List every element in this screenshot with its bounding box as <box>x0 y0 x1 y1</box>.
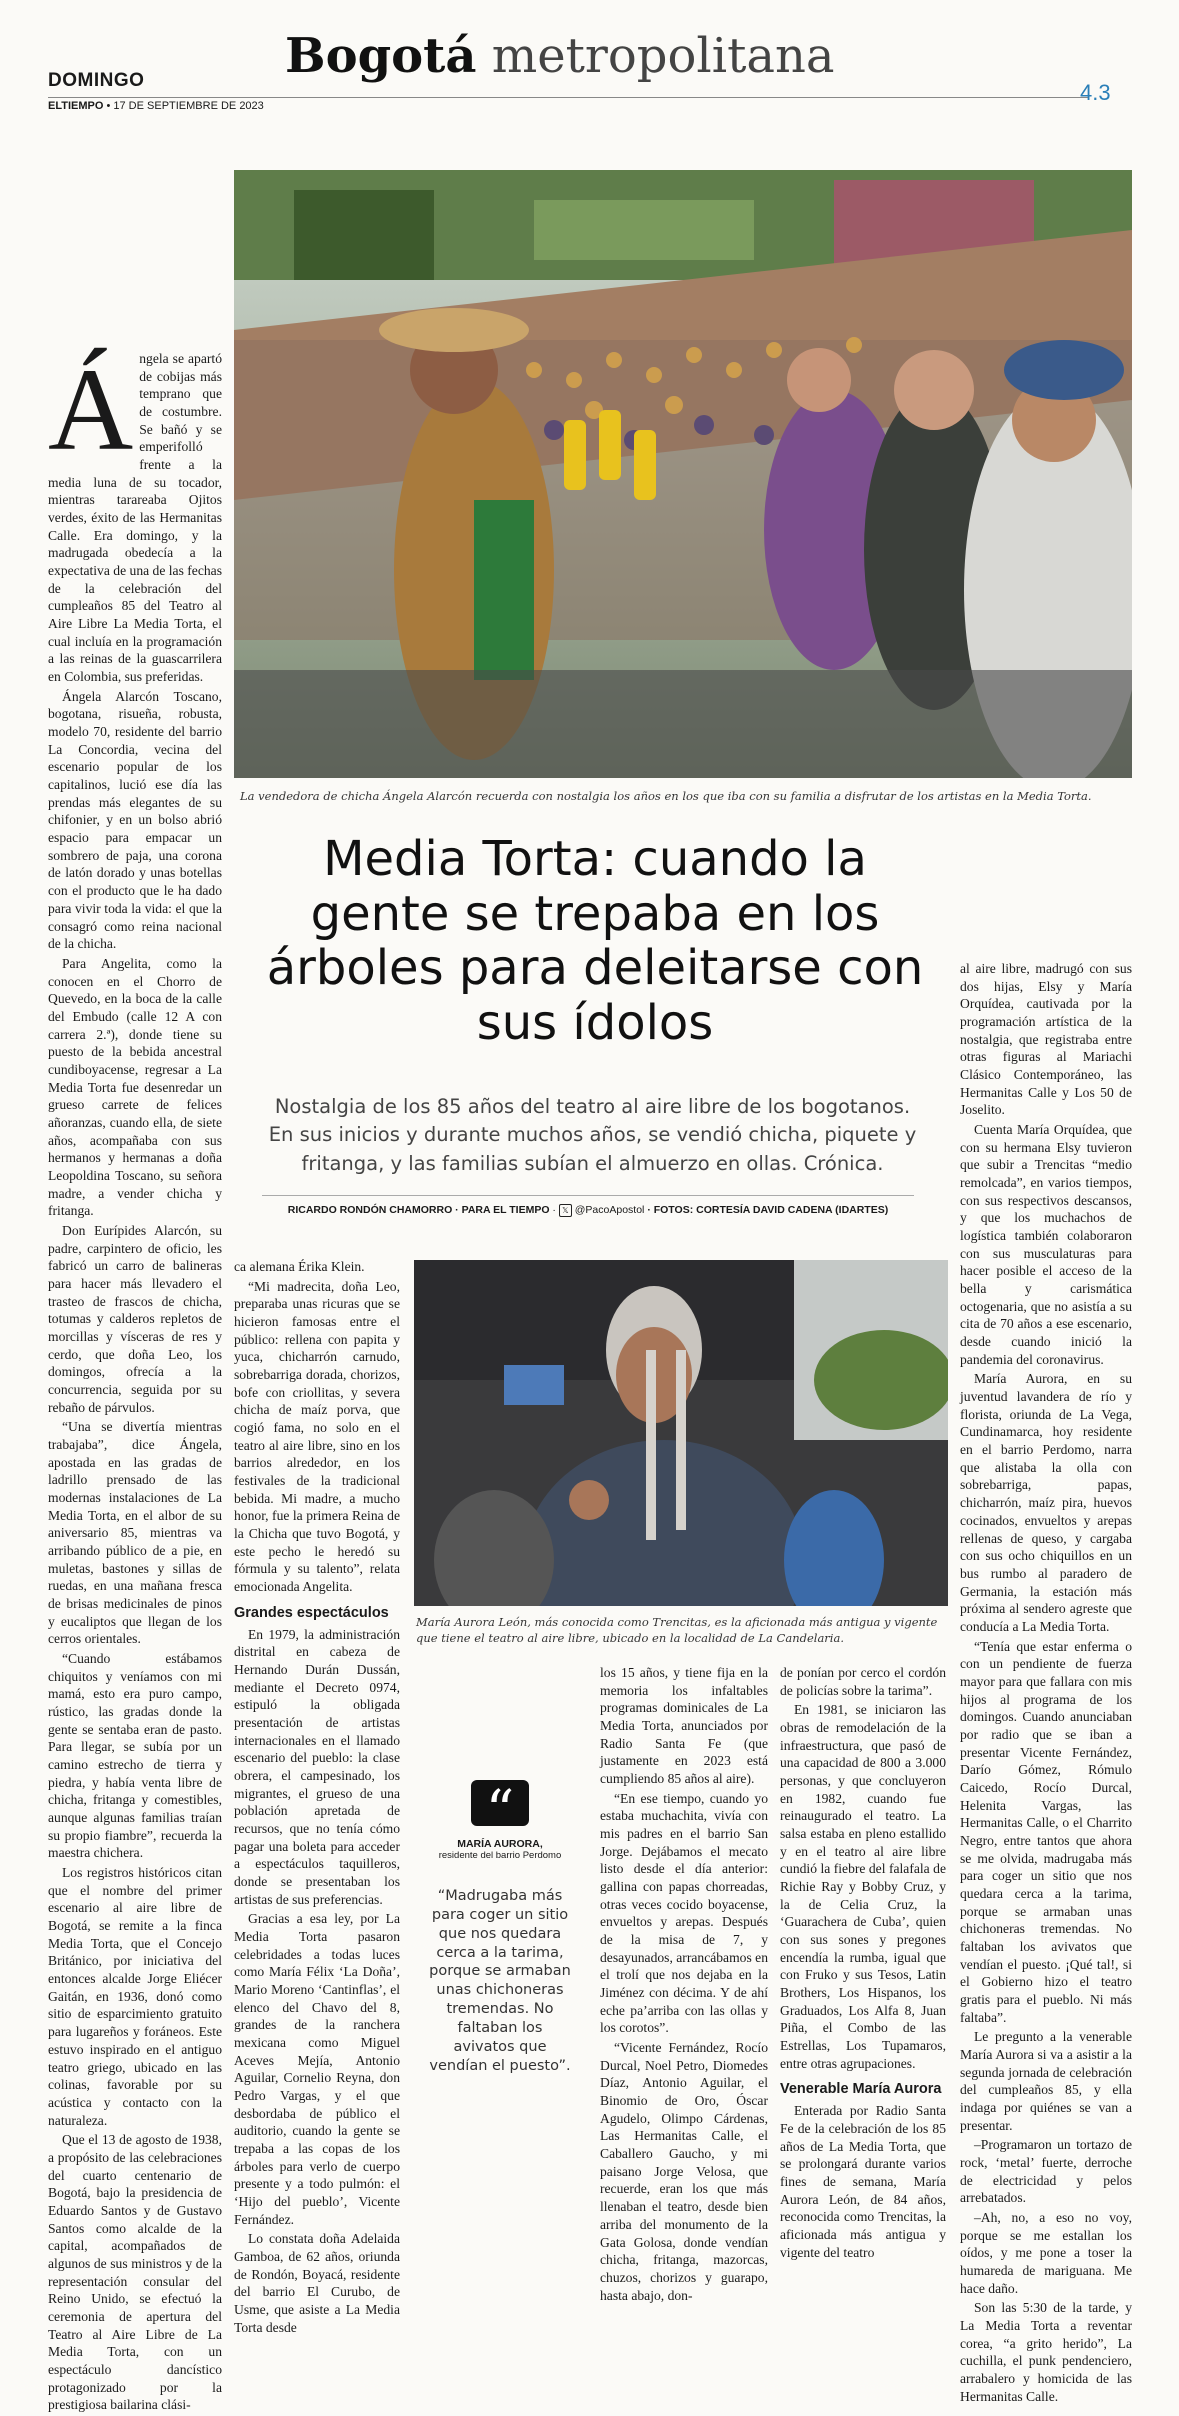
byline-author: RICARDO RONDÓN CHAMORRO · PARA EL TIEMPO <box>287 1204 550 1216</box>
byline-handle: @PacoApostol <box>574 1204 645 1216</box>
col5-paragraph: Son las 5:30 de la tarde, y La Media Torta a reventar corea, “a grito herido”, La cuchilla, el punk pendenciero, arrabalero y homicida de las Hermanitas Calle. <box>960 2300 1132 2404</box>
col5-paragraph: Cuenta María Orquídea, que con su hermana Elsy tuvieron que subir a Trencitas “medio remolcada”, en varios tiempos, con sus respectivos descansos, y que los muchachos de logística también colaboraron con sus musculaturas para hacer posible el acceso de la bella y carismática octogenaria, que no asistía a su cita de 70 años a ese escenario, desde cuando inició la pandemia del coronavirus. <box>960 1122 1132 1367</box>
edition-date: • 17 DE SEPTIEMBRE DE 2023 <box>106 100 264 112</box>
col3-paragraph: “En ese tiempo, cuando yo estaba muchachita, vivía con mis padres en el barrio San Jorge. Dejábamos el mecato listo desde el día anterior: gallina con papas chorreadas, otras veces cocido boyacense, envueltos y arepas. Después de la misa de 7, y desayunados, arrancábamos en el trolí que nos dejaba en la Jiménez con décima. Y de ahí eche pa’arriba con las ollas y los corotos”. <box>600 1790 768 2036</box>
col2-paragraph: Lo constata doña Adelaida Gamboa, de 62 años, oriunda de Rondón, Boyacá, residente del barrio El Curubo, de Usme, que asiste a La Media Torta desde <box>234 2231 400 2335</box>
col5-paragraph: “Tenía que estar enferma o con un pendiente de fuerza mayor para que fallara con mis hijos al programa de los domingos. Cuando anunciaban por radio que se iban a presentar Vicente Fernández, Darío Gómez, Rómulo Caicedo, Rocío Durcal, Helenita Vargas, las Hermanitas Calle, o el Charrito Negro, entre tantos que ahora se me olvida, madrugaba más para coger un sitio que nos quedara cerca a la tarima, porque se armaban unas chichoneras tremendas. No faltaban los avivatos que vendían el puesto. ¡Qué tal!, si el Gobierno hizo el teatro gratis para el pueblo. Ni más faltaba”. <box>960 1638 1132 2025</box>
page-number: 4.3 <box>1080 80 1111 105</box>
col1-paragraph: “Cuando estábamos chiquitos y veníamos con mi mamá, esto era puro campo, rústico, las gradas donde la gente se sentaba eran de pasto. Para llegar, se subía por un camino estrecho de tierra y piedra, y había venta libre de chicha, fritanga y comestibles, aunque algunas familias traían su propio fiambre”, recuerda la maestra chichera. <box>48 1651 222 1861</box>
column-5 <box>960 960 1132 2407</box>
second-photo <box>414 1260 948 1606</box>
quote-mark-icon: “ <box>471 1780 529 1826</box>
col2-paragraph: Gracias a esa ley, por La Media Torta pasaron celebridades a todas luces como María Félix ‘La Doña’, Mario Moreno ‘Cantinflas’, el elenco del Chavo del 8, grandes de la ranchera mexicana como Miguel Aceves Mejía, Antonio Aguilar, Cornelio Reyna, don Pedro Vargas, y el que desbordaba de público el auditorio, cuando la gente se trepaba a las copas de los árboles para verlo de cuerpo presente y a todo pulmón: el ‘Hijo del pueblo’, Vicente Fernández. <box>234 1911 400 2227</box>
top-photo <box>234 170 1132 778</box>
photo-credits: · FOTOS: CORTESÍA DAVID CADENA (IDARTES) <box>647 1204 889 1216</box>
brand-dateline <box>48 100 264 112</box>
column-2 <box>234 1258 400 2338</box>
col2-paragraph: ca alemana Érika Klein. <box>234 1259 365 1274</box>
lede: Nostalgia de los 85 años del teatro al aire libre de los bogotanos. En sus inicios y durante muchos años, se vendió chicha, piquete y fritanga, y las familias subían el almuerzo en ollas. Crónica. <box>268 1095 917 1175</box>
trencitas-photo-illustration <box>414 1260 948 1606</box>
pull-quote <box>425 1780 575 2075</box>
byline: RICARDO RONDÓN CHAMORRO · PARA EL TIEMPO · 𝕏 @PacoApostol · FOTOS: CORTESÍA DAVID CADENA (IDARTES) <box>262 1195 914 1217</box>
column-3 <box>600 1664 768 2306</box>
col2-paragraph: En 1979, la administración distrital en cabeza de Hernando Durán Dussán, mediante el Decreto 0974, estipuló la obligada presentación de artistas internacionales en el llamado escenario del pueblo: la clase obrera, el campesinado, los migrantes, el grueso de una población apretada de recursos, que no tenía cómo pagar una boleta para acceder a espectáculos taquilleros, donde se presentaban los artistas de sus preferencias. <box>234 1626 400 1907</box>
x-icon: 𝕏 <box>559 1204 572 1217</box>
col1-paragraph: Para Angelita, como la conocen en el Chorro de Quevedo, en la boca de la calle del Embudo (calle 12 A con carrera 2.ª), donde tiene su puesto de la bebida ancestral cundiboyacense, regresar a La Media Torta fue desenredar un grueso carrete de felices añoranzas, cuando ella, de siete años, acompañaba con sus hermanos y hermanas a doña Leopoldina Toscano, su señora madre, a vender chicha y fritanga. <box>48 955 222 1219</box>
section-title-light: metropolitana <box>491 28 835 84</box>
quote-author: MARÍA AURORA, <box>457 1838 543 1850</box>
col5-paragraph: –Programaron un tortazo de rock, ‘metal’ fuerte, derroche de electricidad y pelos arrebatados. <box>960 2137 1132 2206</box>
quote-text: “Madrugaba más para coger un sitio que nos quedara cerca a la tarima, porque se armaban unas chichoneras tremendas. No faltaban los avivatos que vendían el puesto”. <box>429 1888 571 2074</box>
col5-paragraph: Le pregunto a la venerable María Aurora si va a asistir a la segunda jornada de celebración del cumpleaños 85, y ella indaga por quiénes se van a presentar. <box>960 2029 1132 2133</box>
subhead-venerable-maria-aurora: Venerable María Aurora <box>780 2081 942 2098</box>
day-label: DOMINGO <box>48 70 145 91</box>
col1-paragraph: Don Eurípides Alarcón, su padre, carpintero de oficio, les fabricó un carro de balineras para hacer más llevadero el trasteo de frascos de chicha, totumas y calderos repletos de morcillas y vísceras de res y cerdo, que doña Leo, los domingos, ofrecía a la concurrencia, seguida por su rebaño de párvulos. <box>48 1222 222 1415</box>
column-4 <box>780 1664 946 2263</box>
col1-paragraph: Ángela Alarcón Toscano, bogotana, risueña, robusta, modelo 70, residente del barrio La Concordia, vecina del escenario popular de los capitalinos, lució ese día las prendas más elegantes de su chifonier, y en un bolso abrió espacio para empacar un sombrero de paja, una corona de latón dorado y unas botellas con el producto que le ha dado para vivir toda la vida: el que la consagró como reina nacional de la chicha. <box>48 688 222 952</box>
col1-paragraph: “Una se divertía mientras trabajaba”, dice Ángela, apostada en las gradas de ladrillo prensado de las modernas instalaciones de La Media Torta, en el albor de su aniversario 85, mientras va arribando público de a pie, en muletas, bastones y sillas de ruedas, en una mañana fresca de brisas medicinales de pinos y eucaliptos que llegan de los cerros orientales. <box>48 1419 222 1647</box>
col1-paragraph: Los registros históricos citan que el nombre del primer escenario al aire libre de Bogotá, se remite a la finca Media Torta, que el Concejo Británico, por iniciativa del entonces alcalde Jorge Eliécer Gaitán, en 1936, donó como sitio de esparcimiento gratuito para lugareños y foráneos. Este estuvo inspirado en el antiguo teatro griego, ubicado en las colinas, favorable por su acústica y contacto con la naturaleza. <box>48 1865 222 2128</box>
col2-paragraph: “Mi madrecita, doña Leo, preparaba unas ricuras que se hicieron famosas entre el público: rellena con papita y yuca, chicharrón carnudo, sobrebarriga dorada, chorizos, bofe con criollitas, y severa chicha de maíz porva, que cogió fama, no solo en el teatro al aire libre, sino en los barrios alrededor, en los festivales de la tradicional bebida. Mi madre, a mucho honor, fue la primera Reina de la Chicha que tuvo Bogotá, y este pecho le heredó su fórmula y su talento”, relata emocionada Angelita. <box>234 1278 400 1595</box>
subhead-grandes-espectaculos: Grandes espectáculos <box>234 1604 389 1621</box>
col3-paragraph: los 15 años, y tiene fija en la memoria los infaltables programas dominicales de La Media Torta, anunciados por Radio Santa Fe (que justamente en 2023 está cumpliendo 85 años al aire). <box>600 1665 768 1787</box>
col4-paragraph: de ponían por cerco el cordón de policías sobre la tarima”. <box>780 1665 946 1698</box>
column-1 <box>48 344 222 2416</box>
quote-author-role: residente del barrio Perdomo <box>438 1850 562 1861</box>
col5-paragraph: María Aurora, en su juventud lavandera de río y florista, oriunda de La Vega, Cundinamarca, hoy residente en el barrio Perdomo, narra que alistaba la olla con sobrebarriga, papas, chicharrón, maíz pira, huevos cocinados, envueltos y arepas rellenas de queso, y cargaba con sus ocho chiquillos en un bus rumbo al paradero de Germania, la estación más próxima al sendero agreste que conducía a La Media Torta. <box>960 1371 1132 1634</box>
headline: Media Torta: cuando la gente se trepaba en los árboles para deleitarse con sus ídolos <box>266 831 924 1052</box>
second-photo-caption: María Aurora León, más conocida como Trencitas, es la aficionada más antigua y vigente que tiene el teatro al aire libre, ubicado en la localidad de La Candelaria. <box>416 1615 938 1646</box>
header-rule <box>48 97 1088 98</box>
col3-paragraph: “Vicente Fernández, Rocío Durcal, Noel Petro, Diomedes Díaz, Antonio Aguilar, el Binomio de Oro, Óscar Agudelo, Olimpo Cárdenas, Las Hermanitas Calle, el Caballero Gaucho, y mi paisano Jorge Velosa, que recuerde, eran los que más llenaban el teatro, desde bien arriba del monumento de la Gata Golosa, donde vendían chicha, fritanga, mazorcas, chuzos, chorizos y guarapo, hasta abajo, don- <box>600 2040 768 2303</box>
top-photo-caption: La vendedora de chicha Ángela Alarcón recuerda con nostalgia los años en los que iba con su familia a disfrutar de los artistas en la Media Torta. <box>240 789 1092 803</box>
col4-paragraph: En 1981, se iniciaron las obras de remodelación de la infraestructura, que pasó de una capacidad de 800 a 3.000 personas, y que concluyeron en 1982, cuando fue reinaugurado el teatro. La salsa estaba en pleno estallido y en el teatro al aire libre cundió la fiebre del falafala de Richie Ray y Bobby Cruz, y la de Celia Cruz, la ‘Guarachera de Cuba’, quien con sus sones y pregones encendía la rumba, igual que con Fruko y sus Tesos, Latin Brothers, Los Hispanos, los Graduados, Los Alfa 8, Juan Piña, el Combo de las Estrellas, Los Tupamaros, entre otras agrupaciones. <box>780 1702 946 2071</box>
col1-paragraph: ngela se apartó de cobijas más temprano que de costumbre. Se bañó y se emperifolló frente a la media luna de su tocador, mientras tarareaba Ojitos verdes, éxito de las Hermanitas Calle. Era domingo, y la madrugada obedecía a la expectativa de una de las fechas de la celebración del cumpleaños 85 del Teatro al Aire Libre La Media Torta, el cual incluía en la programación a las reinas de la guascarrilera en Colombia, sus preferidas. <box>48 351 222 685</box>
col1-paragraph: Que el 13 de agosto de 1938, a propósito de las celebraciones del cuarto centenario de Bogotá, bajo la presidencia de Eduardo Santos y de Gustavo Santos como alcalde de la capital, acompañados de algunos de sus ministros y de la representación consular del Reino Unido, se efectuó la ceremonia de apertura del Teatro al Aire Libre de La Media Torta, con un espectáculo dancístico protagonizado por la prestigiosa bailarina clási- <box>48 2132 222 2413</box>
crowd-photo-illustration <box>234 170 1132 778</box>
section-title-bold: Bogotá <box>285 28 477 84</box>
brand-name: ELTIEMPO <box>48 100 104 112</box>
col5-paragraph: al aire libre, madrugó con sus dos hijas, Elsy y María Orquídea, cautivada por la programación artística de la nostalgia, que registraba entre otras figuras al Mariachi Clásico Contemporáneo, las Hermanitas Calle y Los 50 de Joselito. <box>960 961 1132 1118</box>
col4-paragraph: Enterada por Radio Santa Fe de la celebración de los 85 años de La Media Torta, que se prolongará durante varios fines de semana, María Aurora León, de 84 años, reconocida como Trencitas, la aficionada más antigua y vigente del teatro <box>780 2103 946 2260</box>
section-title <box>285 28 835 84</box>
drop-cap: Á <box>48 344 134 475</box>
col5-paragraph: –Ah, no, a eso no voy, porque se me estallan los oídos, y me pone a toser la humareda de mariguana. Me hace daño. <box>960 2210 1132 2296</box>
